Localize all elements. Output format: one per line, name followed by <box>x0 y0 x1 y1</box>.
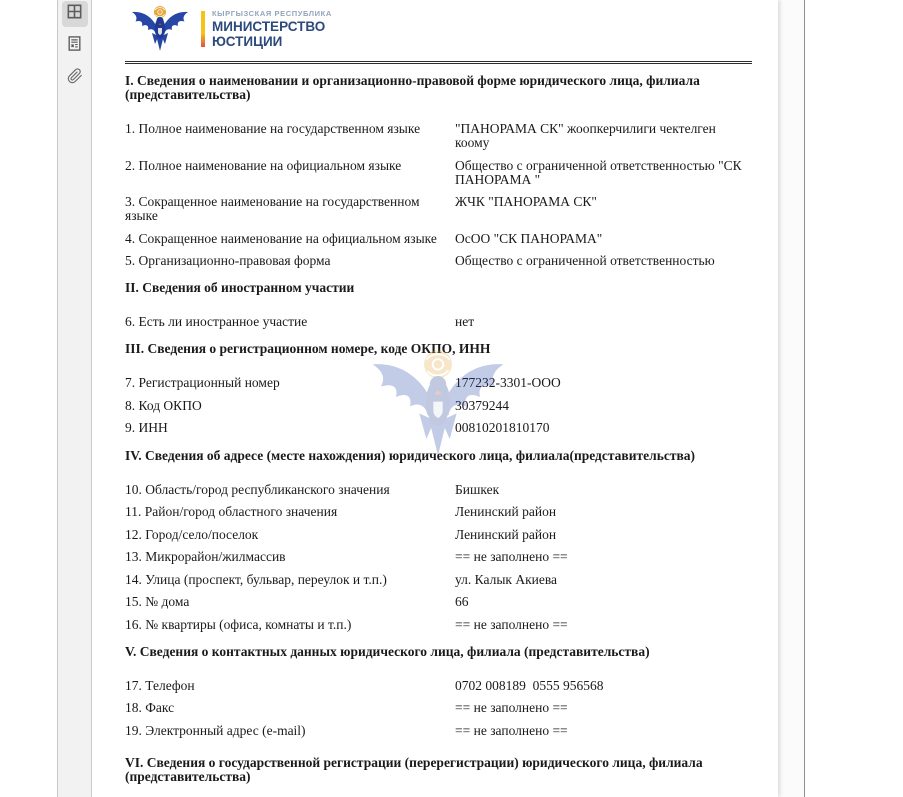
field-label: 5. Организационно-правовая форма <box>125 253 331 269</box>
field-value: == не заполнено == <box>455 722 568 738</box>
field-row-11 <box>125 505 752 519</box>
ministry-letterhead <box>125 5 752 53</box>
field-row-12 <box>125 528 752 542</box>
field-value: 00810201810170 <box>455 420 550 436</box>
thumbnails-grid-icon <box>66 3 83 25</box>
field-label: 15. № дома <box>125 594 190 610</box>
viewer-sidebar <box>58 0 92 797</box>
field-value: Общество с ограниченной ответственностью <box>455 253 715 269</box>
field-value: ЖЧК "ПАНОРАМА СК" <box>455 194 597 210</box>
field-value: == не заполнено == <box>455 549 568 565</box>
section-title-3: III. Сведения о регистрационном номере, коде ОКПО, ИНН <box>125 341 491 357</box>
section-title-4: IV. Сведения об адресе (месте нахождения) юридического лица, филиала(представительства) <box>125 447 695 463</box>
field-value: ОсОО "СК ПАНОРАМА" <box>455 230 603 246</box>
field-row-9 <box>125 421 752 435</box>
field-row-6 <box>125 315 752 329</box>
field-value: ул. Калык Акиева <box>455 571 558 587</box>
field-row-18 <box>125 701 752 715</box>
field-row-17 <box>125 679 752 693</box>
field-row-4 <box>125 232 752 246</box>
field-row-5 <box>125 254 752 268</box>
field-value: Ленинский район <box>455 526 557 542</box>
field-label: 4. Сокращенное наименование на официальном языке <box>125 230 437 246</box>
field-row-19 <box>125 724 752 738</box>
section-title-6: VI. Сведения о государственной регистрации (перерегистрации) юридического лица, филиала (представительства) <box>125 754 703 784</box>
field-value: 0702 008189 0555 956568 <box>455 677 604 693</box>
field-label: 19. Электронный адрес (e-mail) <box>125 722 306 738</box>
eagle-logo-icon <box>125 5 195 53</box>
section-title-2: II. Сведения об иностранном участии <box>125 280 355 296</box>
field-value: Общество с ограниченной ответственностью "СК ПАНОРАМА " <box>455 157 746 187</box>
document-page <box>92 0 778 797</box>
field-value: "ПАНОРАМА СК" жоопкерчилиги чектелген коому <box>455 121 720 151</box>
document-outline-icon <box>66 35 83 57</box>
logo-ministry-line1: МИНИСТЕРСТВО <box>212 18 326 34</box>
field-value: == не заполнено == <box>455 616 568 632</box>
field-label: 1. Полное наименование на государственном языке <box>125 121 421 137</box>
header-divider <box>125 61 752 64</box>
field-value: 177232-3301-ООО <box>455 375 561 391</box>
field-value: 30379244 <box>455 397 509 413</box>
field-row-3 <box>125 195 752 223</box>
field-row-8 <box>125 399 752 413</box>
field-label: 13. Микрорайон/жилмассив <box>125 549 286 565</box>
field-value: нет <box>455 314 475 330</box>
section-title-5: V. Сведения о контактных данных юридического лица, филиала (представительства) <box>125 643 650 659</box>
field-label: 8. Код ОКПО <box>125 397 202 413</box>
paperclip-attachments-icon <box>67 68 83 89</box>
logo-country-label: КЫРГЫЗСКАЯ РЕСПУБЛИКА <box>212 8 332 18</box>
logo-accent-bar <box>201 11 205 47</box>
field-row-7 <box>125 376 752 390</box>
field-label: 2. Полное наименование на официальном языке <box>125 157 402 173</box>
field-row-13 <box>125 550 752 564</box>
pdf-viewer <box>57 0 805 797</box>
field-label: 10. Область/город республиканского значения <box>125 481 390 497</box>
field-label: 6. Есть ли иностранное участие <box>125 314 308 330</box>
logo-ministry-line2: ЮСТИЦИИ <box>212 33 283 49</box>
field-label: 17. Телефон <box>125 677 195 693</box>
field-value: Бишкек <box>455 481 500 497</box>
field-row-14 <box>125 573 752 587</box>
field-row-15 <box>125 595 752 609</box>
section-title-1: I. Сведения о наименовании и организационно-правовой форме юридического лица, филиала (представительства) <box>125 73 700 103</box>
field-value: Ленинский район <box>455 504 557 520</box>
field-label: 3. Сокращенное наименование на государственном языке <box>125 194 420 224</box>
field-row-2 <box>125 159 752 187</box>
thumbnails-tool-button[interactable] <box>62 1 88 27</box>
field-value: 66 <box>455 594 469 610</box>
field-row-10 <box>125 483 752 497</box>
field-value: == не заполнено == <box>455 700 568 716</box>
document-body <box>125 74 752 784</box>
field-label: 14. Улица (проспект, бульвар, переулок и т.п.) <box>125 571 387 587</box>
field-row-16 <box>125 618 752 632</box>
field-label: 9. ИНН <box>125 420 168 436</box>
field-label: 7. Регистрационный номер <box>125 375 280 391</box>
field-label: 18. Факс <box>125 700 175 716</box>
logo-text-block <box>212 9 332 49</box>
field-row-1 <box>125 122 752 150</box>
attachments-tool-button[interactable] <box>62 65 88 91</box>
field-label: 12. Город/село/поселок <box>125 526 259 542</box>
outline-tool-button[interactable] <box>62 33 88 59</box>
field-label: 16. № квартиры (офиса, комнаты и т.п.) <box>125 616 352 632</box>
field-label: 11. Район/город областного значения <box>125 504 338 520</box>
